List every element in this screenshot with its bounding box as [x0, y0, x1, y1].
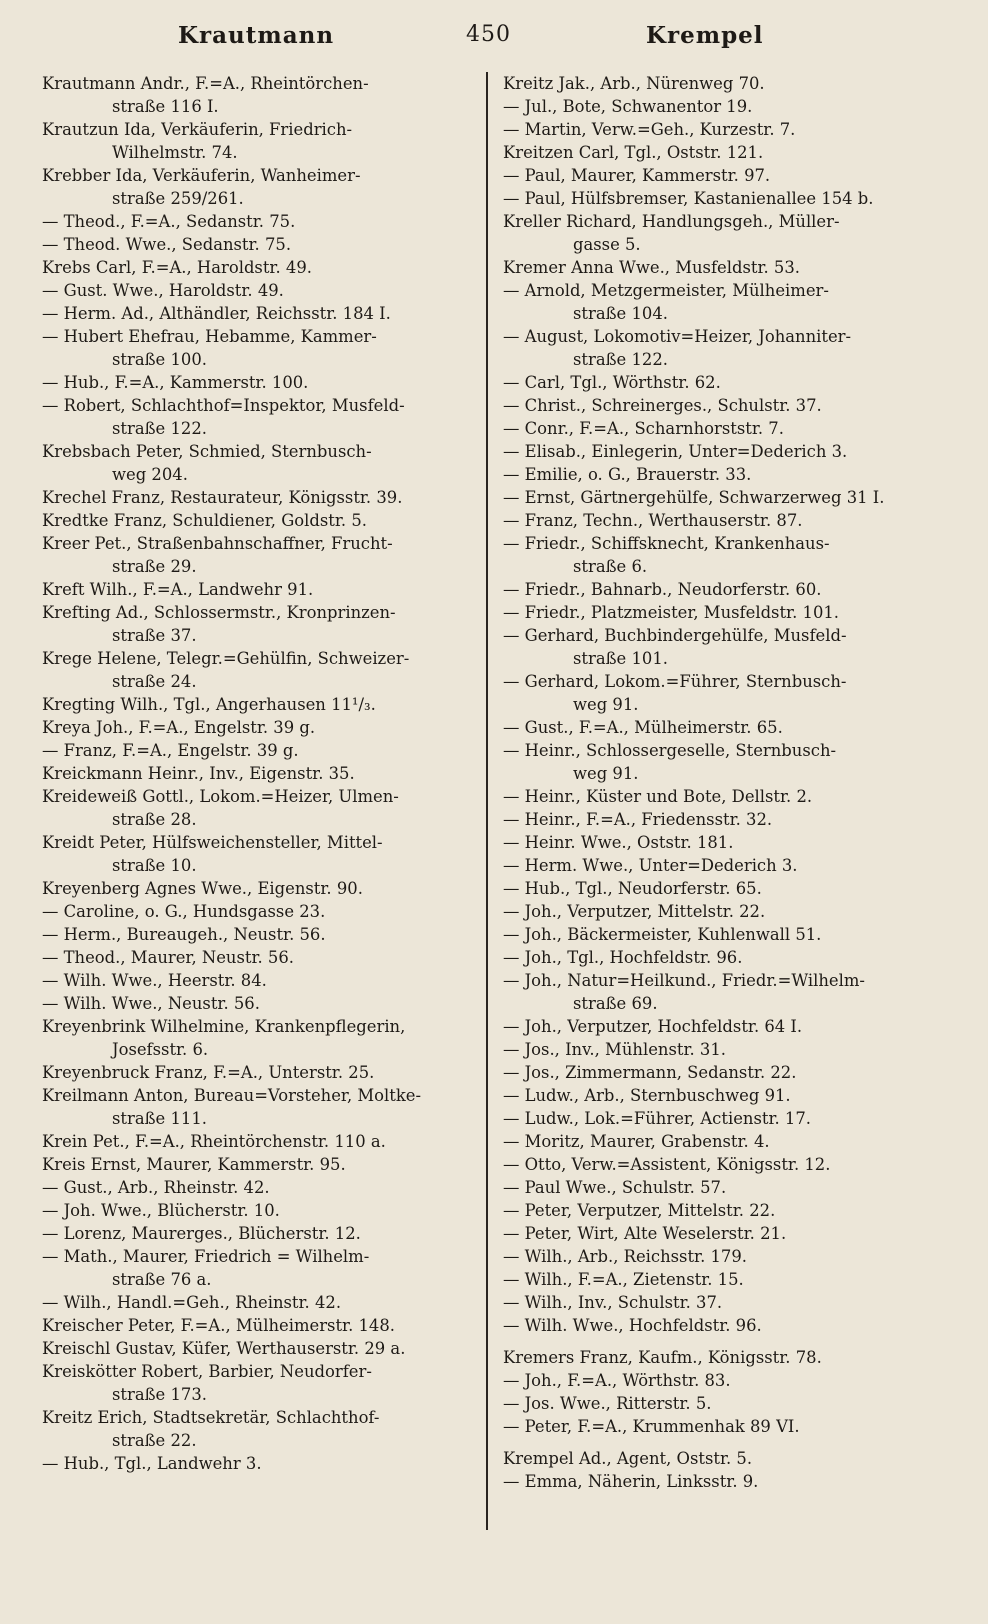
directory-line: — Herm. Wwe., Unter=Dederich 3. [503, 856, 798, 875]
directory-line: straße 28. [112, 810, 197, 829]
directory-line: — Friedr., Schiffsknecht, Krankenhaus- [503, 534, 830, 553]
directory-line: Krefting Ad., Schlossermstr., Kronprinzen- [42, 603, 396, 622]
directory-line: Krein Pet., F.=A., Rheintörchenstr. 110 a. [42, 1132, 386, 1151]
directory-line: straße 259/261. [112, 189, 244, 208]
directory-line: — Joh., Verputzer, Mittelstr. 22. [503, 902, 766, 921]
directory-line: — Franz, Techn., Werthauserstr. 87. [503, 511, 803, 530]
directory-line: — Wilh., Inv., Schulstr. 37. [503, 1293, 723, 1312]
directory-line: — Joh., Natur=Heilkund., Friedr.=Wilhelm- [503, 971, 865, 990]
directory-line: straße 10. [112, 856, 197, 875]
directory-line: — Wilh. Wwe., Heerstr. 84. [42, 971, 267, 990]
directory-line: — Franz, F.=A., Engelstr. 39 g. [42, 741, 299, 760]
directory-line: — Carl, Tgl., Wörthstr. 62. [503, 373, 721, 392]
directory-line: — Conr., F.=A., Scharnhorststr. 7. [503, 419, 784, 438]
directory-line: — Jos., Zimmermann, Sedanstr. 22. [503, 1063, 797, 1082]
directory-line: straße 116 I. [112, 97, 219, 116]
directory-line: — Jos., Inv., Mühlenstr. 31. [503, 1040, 726, 1059]
directory-line: straße 104. [573, 304, 668, 323]
directory-line: — Wilh. Wwe., Hochfeldstr. 96. [503, 1316, 762, 1335]
directory-line: Kreya Joh., F.=A., Engelstr. 39 g. [42, 718, 316, 737]
directory-line: — Ludw., Arb., Sternbuschweg 91. [503, 1086, 791, 1105]
header-last-name: Krempel [646, 22, 764, 49]
directory-line: — Theod. Wwe., Sedanstr. 75. [42, 235, 292, 254]
directory-line: — Heinr., Küster und Bote, Dellstr. 2. [503, 787, 813, 806]
directory-line: — Hub., Tgl., Neudorferstr. 65. [503, 879, 762, 898]
directory-line: — Hub., F.=A., Kammerstr. 100. [42, 373, 309, 392]
column-divider [486, 72, 488, 1530]
directory-line: — Wilh., Handl.=Geh., Rheinstr. 42. [42, 1293, 342, 1312]
right-column [503, 72, 931, 1493]
directory-line: — Jos. Wwe., Ritterstr. 5. [503, 1394, 712, 1413]
directory-line: straße 122. [112, 419, 207, 438]
directory-line: — Jul., Bote, Schwanentor 19. [503, 97, 753, 116]
directory-line: Krautmann Andr., F.=A., Rheintörchen- [42, 74, 369, 93]
directory-line: Krege Helene, Telegr.=Gehülfin, Schweizer- [42, 649, 410, 668]
directory-line: Krempel Ad., Agent, Oststr. 5. [503, 1449, 753, 1468]
directory-line: — Herm. Ad., Althändler, Reichsstr. 184 I. [42, 304, 391, 323]
directory-line: Kreis Ernst, Maurer, Kammerstr. 95. [42, 1155, 346, 1174]
directory-line: — Otto, Verw.=Assistent, Königsstr. 12. [503, 1155, 831, 1174]
directory-line: Kreitz Jak., Arb., Nürenweg 70. [503, 74, 765, 93]
directory-line: — Heinr., Schlossergeselle, Sternbusch- [503, 741, 837, 760]
directory-line: — Heinr. Wwe., Oststr. 181. [503, 833, 734, 852]
directory-line: — Joh. Wwe., Blücherstr. 10. [42, 1201, 280, 1220]
directory-line: — Moritz, Maurer, Grabenstr. 4. [503, 1132, 770, 1151]
directory-line: Kreft Wilh., F.=A., Landwehr 91. [42, 580, 314, 599]
directory-line: — Emilie, o. G., Brauerstr. 33. [503, 465, 752, 484]
directory-line: Kreickmann Heinr., Inv., Eigenstr. 35. [42, 764, 355, 783]
directory-line: — Elisab., Einlegerin, Unter=Dederich 3. [503, 442, 848, 461]
directory-line: Kreischer Peter, F.=A., Mülheimerstr. 148. [42, 1316, 395, 1335]
directory-line: Kreischl Gustav, Küfer, Werthauserstr. 29 a. [42, 1339, 406, 1358]
directory-line: — Herm., Bureaugeh., Neustr. 56. [42, 925, 326, 944]
directory-line: — Gust. Wwe., Haroldstr. 49. [42, 281, 284, 300]
directory-line: — Gust., F.=A., Mülheimerstr. 65. [503, 718, 783, 737]
directory-line: Kreitzen Carl, Tgl., Oststr. 121. [503, 143, 764, 162]
directory-line: Kredtke Franz, Schuldiener, Goldstr. 5. [42, 511, 367, 530]
directory-line: — Wilh., F.=A., Zietenstr. 15. [503, 1270, 744, 1289]
directory-line: Kreer Pet., Straßenbahnschaffner, Frucht- [42, 534, 393, 553]
directory-line: straße 100. [112, 350, 207, 369]
directory-line: gasse 5. [573, 235, 641, 254]
directory-line: — Ludw., Lok.=Führer, Actienstr. 17. [503, 1109, 811, 1128]
directory-line: straße 6. [573, 557, 648, 576]
directory-line: straße 22. [112, 1431, 197, 1450]
directory-line: Krebber Ida, Verkäuferin, Wanheimer- [42, 166, 361, 185]
directory-line: — Paul Wwe., Schulstr. 57. [503, 1178, 727, 1197]
directory-line: straße 76 a. [112, 1270, 212, 1289]
directory-line: Kreller Richard, Handlungsgeh., Müller- [503, 212, 840, 231]
directory-line: Kreideweiß Gottl., Lokom.=Heizer, Ulmen- [42, 787, 399, 806]
directory-line: Kregting Wilh., Tgl., Angerhausen 11¹/₃. [42, 695, 376, 714]
directory-line: straße 101. [573, 649, 668, 668]
directory-line: — Joh., Tgl., Hochfeldstr. 96. [503, 948, 743, 967]
directory-line: straße 24. [112, 672, 197, 691]
directory-line: — Caroline, o. G., Hundsgasse 23. [42, 902, 326, 921]
directory-line: — Emma, Näherin, Linksstr. 9. [503, 1472, 759, 1491]
directory-line: Josefsstr. 6. [112, 1040, 209, 1059]
directory-line: weg 204. [112, 465, 188, 484]
directory-line: — Hubert Ehefrau, Hebamme, Kammer- [42, 327, 377, 346]
directory-line: Krebsbach Peter, Schmied, Sternbusch- [42, 442, 372, 461]
directory-line: — Martin, Verw.=Geh., Kurzestr. 7. [503, 120, 796, 139]
directory-line: straße 37. [112, 626, 197, 645]
directory-line: — Peter, Verputzer, Mittelstr. 22. [503, 1201, 776, 1220]
directory-line: Kreitz Erich, Stadtsekretär, Schlachthof- [42, 1408, 380, 1427]
directory-line: — August, Lokomotiv=Heizer, Johanniter- [503, 327, 852, 346]
directory-line: Kreiskötter Robert, Barbier, Neudorfer- [42, 1362, 372, 1381]
directory-line: straße 29. [112, 557, 197, 576]
left-column [42, 72, 468, 1475]
page-number: 450 [466, 22, 511, 47]
directory-line: — Peter, Wirt, Alte Weselerstr. 21. [503, 1224, 787, 1243]
directory-line: — Theod., Maurer, Neustr. 56. [42, 948, 294, 967]
directory-line: Krebs Carl, F.=A., Haroldstr. 49. [42, 258, 312, 277]
directory-line: — Gerhard, Lokom.=Führer, Sternbusch- [503, 672, 847, 691]
directory-line: — Gust., Arb., Rheinstr. 42. [42, 1178, 270, 1197]
directory-line: Kreyenberg Agnes Wwe., Eigenstr. 90. [42, 879, 363, 898]
directory-line: Wilhelmstr. 74. [112, 143, 238, 162]
directory-line: — Math., Maurer, Friedrich = Wilhelm- [42, 1247, 370, 1266]
directory-line: — Arnold, Metzgermeister, Mülheimer- [503, 281, 829, 300]
directory-line: — Paul, Maurer, Kammerstr. 97. [503, 166, 771, 185]
directory-line: Kreidt Peter, Hülfsweichensteller, Mittel- [42, 833, 383, 852]
page-header [0, 22, 988, 62]
header-first-name: Krautmann [178, 22, 335, 49]
directory-line: — Ernst, Gärtnergehülfe, Schwarzerweg 31 I. [503, 488, 885, 507]
directory-line: — Peter, F.=A., Krummenhak 89 VI. [503, 1417, 800, 1436]
directory-line: — Joh., Bäckermeister, Kuhlenwall 51. [503, 925, 822, 944]
directory-line: Kreilmann Anton, Bureau=Vorsteher, Moltke- [42, 1086, 422, 1105]
directory-line: — Wilh. Wwe., Neustr. 56. [42, 994, 260, 1013]
directory-line: — Christ., Schreinerges., Schulstr. 37. [503, 396, 822, 415]
directory-line: — Heinr., F.=A., Friedensstr. 32. [503, 810, 773, 829]
directory-line: — Friedr., Bahnarb., Neudorferstr. 60. [503, 580, 822, 599]
directory-line: straße 122. [573, 350, 668, 369]
directory-line: Kreyenbrink Wilhelmine, Krankenpflegerin, [42, 1017, 406, 1036]
directory-line: — Wilh., Arb., Reichsstr. 179. [503, 1247, 748, 1266]
directory-line: — Robert, Schlachthof=Inspektor, Musfeld- [42, 396, 405, 415]
directory-line: — Gerhard, Buchbindergehülfe, Musfeld- [503, 626, 847, 645]
directory-line: — Joh., F.=A., Wörthstr. 83. [503, 1371, 731, 1390]
directory-line: Kremers Franz, Kaufm., Königsstr. 78. [503, 1348, 822, 1367]
directory-line: — Theod., F.=A., Sedanstr. 75. [42, 212, 296, 231]
directory-line: straße 111. [112, 1109, 207, 1128]
directory-line: — Lorenz, Maurerges., Blücherstr. 12. [42, 1224, 361, 1243]
directory-line: straße 173. [112, 1385, 207, 1404]
directory-line: Kremer Anna Wwe., Musfeldstr. 53. [503, 258, 800, 277]
directory-line: — Friedr., Platzmeister, Musfeldstr. 101. [503, 603, 840, 622]
directory-line: — Paul, Hülfsbremser, Kastanienallee 154 b. [503, 189, 874, 208]
directory-line: Kreyenbruck Franz, F.=A., Unterstr. 25. [42, 1063, 375, 1082]
directory-line: — Hub., Tgl., Landwehr 3. [42, 1454, 262, 1473]
directory-line: Krechel Franz, Restaurateur, Königsstr. 39. [42, 488, 403, 507]
directory-line: weg 91. [573, 695, 639, 714]
directory-line: — Joh., Verputzer, Hochfeldstr. 64 I. [503, 1017, 803, 1036]
directory-line: Krautzun Ida, Verkäuferin, Friedrich- [42, 120, 353, 139]
directory-line: weg 91. [573, 764, 639, 783]
directory-line: straße 69. [573, 994, 658, 1013]
